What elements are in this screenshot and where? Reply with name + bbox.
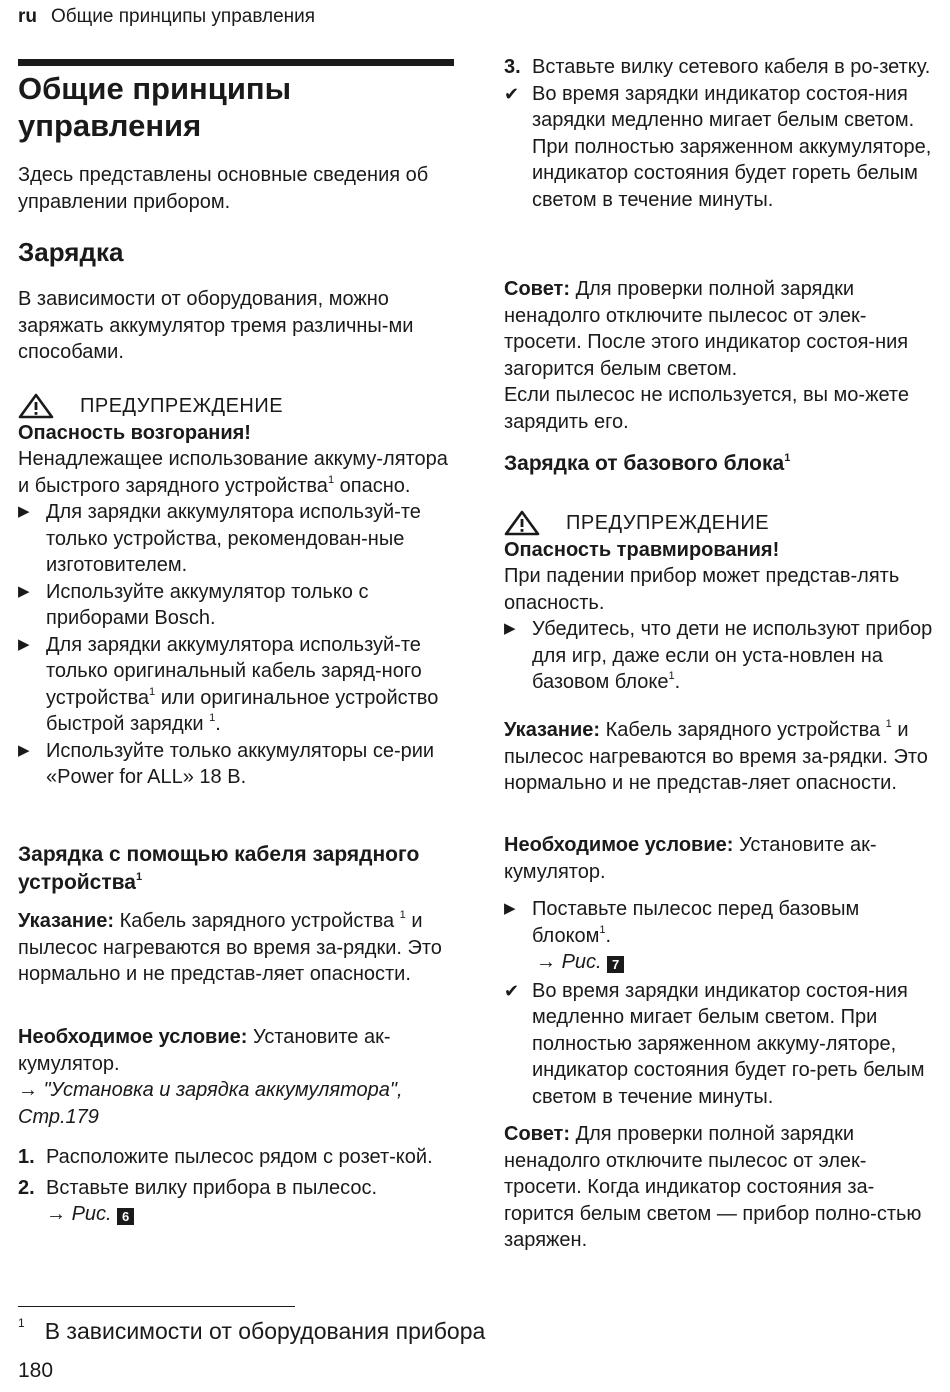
footnote-ref: 1 xyxy=(599,923,606,936)
triangle-bullet-icon: ▶ xyxy=(504,620,516,637)
running-header xyxy=(18,6,315,28)
check-icon: ✔ xyxy=(504,83,520,104)
footnote-rule xyxy=(18,1306,295,1307)
list-item xyxy=(504,896,936,976)
triangle-bullet-icon: ▶ xyxy=(18,582,30,600)
step-text: Вставьте вилку сетевого кабеля в ро-зетку. xyxy=(532,56,931,78)
step-text: Поставьте пылесос перед базовым блоком xyxy=(532,898,860,947)
footnote-text: В зависимости от оборудования прибора xyxy=(44,1318,486,1344)
footnote-ref: 1 xyxy=(668,670,675,682)
note-text: и пылесос нагреваются во время за-рядки. Это нормально и не представ-ляет опасности. xyxy=(504,719,928,794)
list-item-text: Для зарядки аккумулятора используй-те только устройства, рекомендован-ные изготовителем. xyxy=(46,501,421,576)
list-item xyxy=(504,978,936,1111)
figure-number-badge: 6 xyxy=(117,1208,134,1225)
steps-block xyxy=(504,896,936,1110)
list-item-text: Для зарядки аккумулятора используй-те только оригинальный кабель заряд-ного устройства xyxy=(46,633,422,709)
tip-extra: Если пылесос не используется, вы мо-жете зарядить его. xyxy=(504,384,909,433)
footnote-ref: 1 xyxy=(327,473,335,486)
footnote xyxy=(18,1318,485,1345)
warning-title-row xyxy=(18,393,458,420)
note-text: Кабель зарядного устройства xyxy=(114,910,400,932)
section-heading-cable xyxy=(18,841,458,897)
step-3 xyxy=(504,54,936,213)
precondition xyxy=(18,1024,458,1077)
section-heading-base xyxy=(504,450,936,478)
warning-subtitle: Опасность возгорания! xyxy=(18,421,251,444)
list-item xyxy=(504,616,936,696)
header-title: Общие принципы управления xyxy=(51,6,316,27)
list-item xyxy=(504,54,936,81)
result-text: Во время зарядки индикатор состоя-ния медленно мигает белым светом. При полностью заряженном аккуму-ляторе, индикатор состояния будет го-реть белым светом в течение минуты. xyxy=(532,979,925,1108)
charging-text: В зависимости от оборудования, можно заряжать аккумулятор тремя различны-ми способами. xyxy=(18,288,414,363)
list-item xyxy=(18,499,458,579)
tip-text: Для проверки полной зарядки ненадолго отключите пылесос от элек-тросети. Когда индикатор состояния за-горится белым светом — прибор полно-стью заряжен. xyxy=(504,1123,922,1251)
warning-title: ПРЕДУПРЕЖДЕНИЕ xyxy=(80,395,284,417)
step-number: 1. xyxy=(18,1146,35,1168)
list-item xyxy=(18,1144,458,1171)
page-number: 180 xyxy=(18,1359,54,1382)
arrow-icon: → xyxy=(536,951,562,973)
figure-reference xyxy=(532,949,936,976)
tip-block xyxy=(504,1121,936,1254)
step-number: 2. xyxy=(18,1176,35,1199)
list-item-text: Используйте аккумулятор только с приборами Bosch. xyxy=(46,580,369,629)
list-item xyxy=(504,81,936,214)
figure-ref-text: Рис. xyxy=(71,1203,112,1225)
step-number: 3. xyxy=(504,56,521,78)
step-text: Вставьте вилку прибора в пылесос. xyxy=(46,1176,378,1199)
precondition-text: Установите ак-кумулятор. xyxy=(504,834,877,883)
precondition-text: Установите ак-кумулятор. xyxy=(18,1026,391,1075)
note-label: Указание: xyxy=(504,719,601,741)
footnote-ref: 1 xyxy=(885,718,892,730)
result-text: Во время зарядки индикатор состоя-ния зарядки медленно мигает белым светом. При полностью заряженном аккумуляторе, индикатор состояния будет гореть белым светом в течение минуты. xyxy=(532,82,932,211)
tip-block xyxy=(504,276,936,435)
arrow-icon: → xyxy=(46,1203,72,1225)
page-title: Общие принципы управления xyxy=(18,71,292,143)
footnote-ref: 1 xyxy=(135,871,143,883)
precondition xyxy=(504,832,936,885)
warning-block-fire xyxy=(18,393,458,791)
tip-label: Совет: xyxy=(504,1123,571,1145)
check-icon: ✔ xyxy=(504,980,520,1001)
figure-reference xyxy=(46,1201,458,1228)
tip xyxy=(504,276,936,382)
triangle-bullet-icon: ▶ xyxy=(18,741,30,759)
triangle-bullet-icon: ▶ xyxy=(18,635,30,653)
note-text: и пылесос нагреваются во время за-рядки. Это нормально и не представ-ляет опасности. xyxy=(18,910,442,985)
steps-list xyxy=(504,54,936,213)
warning-triangle-icon xyxy=(18,393,54,419)
link-text[interactable]: "Установка и зарядка аккумулятора", Стр.179 xyxy=(18,1079,403,1128)
list-item xyxy=(18,738,458,791)
footnote-ref: 1 xyxy=(784,452,791,464)
list-item-text: Используйте только аккумуляторы се-рии «Power for ALL» 18 В. xyxy=(46,739,435,788)
note-block xyxy=(18,908,458,988)
title-rule xyxy=(18,59,454,66)
list-item xyxy=(18,579,458,632)
warning-triangle-icon xyxy=(504,510,540,536)
list-item-text: Убедитесь, что дети не используют прибор для игр, даже если он уста-новлен на базовом блоке xyxy=(532,618,933,693)
figure-ref-text: Рис. xyxy=(561,951,602,973)
warning-text xyxy=(18,446,458,499)
list-item xyxy=(18,1175,458,1228)
warning-text: При падении прибор может представ-лять опасность. xyxy=(504,565,900,614)
warning-block-injury xyxy=(504,510,936,696)
precondition-label: Необходимое условие: xyxy=(18,1026,248,1048)
note-block xyxy=(504,717,936,797)
note-label: Указание: xyxy=(18,910,115,932)
warning-list xyxy=(504,616,936,696)
steps-list xyxy=(504,896,936,1110)
list-item-text: . xyxy=(674,671,681,693)
steps-block xyxy=(18,1144,458,1228)
steps-list xyxy=(18,1144,458,1228)
list-item-text: . xyxy=(215,713,221,735)
warning-subtitle: Опасность травмирования! xyxy=(504,538,780,561)
step-text: Расположите пылесос рядом с розет-кой. xyxy=(46,1146,433,1168)
warning-list xyxy=(18,499,458,791)
tip-text: Для проверки полной зарядки ненадолго отключите пылесос от элек-тросети. После этого индикатор состоя-ния загорится белым светом. xyxy=(504,278,909,380)
footnote-ref: 1 xyxy=(209,712,216,724)
footnote-ref: 1 xyxy=(399,909,406,921)
tip-label: Совет: xyxy=(504,278,571,300)
triangle-bullet-icon: ▶ xyxy=(504,900,516,917)
footnote-ref: 1 xyxy=(149,685,156,698)
heading-text: Зарядка от базового блока xyxy=(504,452,785,475)
arrow-icon: → xyxy=(18,1079,38,1101)
warning-text-end: опасно. xyxy=(334,474,411,497)
warning-title-row xyxy=(504,510,936,537)
heading-text: Зарядка с помощью кабеля зарядного устройства xyxy=(18,843,420,894)
step-text: . xyxy=(605,924,612,947)
triangle-bullet-icon: ▶ xyxy=(18,503,30,520)
section-heading-charging: Зарядка xyxy=(18,237,124,267)
cross-reference-link[interactable] xyxy=(18,1077,458,1130)
warning-text-main: Ненадлежащее использование аккуму-лятора и быстрого зарядного устройства xyxy=(18,448,448,497)
note-text: Кабель зарядного устройства xyxy=(600,719,886,741)
footnote-marker: 1 xyxy=(18,1316,25,1330)
list-item xyxy=(18,632,458,738)
precondition-label: Необходимое условие: xyxy=(504,834,734,856)
precondition-block xyxy=(18,1024,458,1130)
list-item-text: или оригинальное устройство быстрой зарядки xyxy=(46,686,439,735)
language-code: ru xyxy=(18,6,37,27)
figure-number-badge: 7 xyxy=(607,956,624,973)
warning-title: ПРЕДУПРЕЖДЕНИЕ xyxy=(566,512,770,534)
intro-text: Здесь представлены основные сведения об управлении прибором. xyxy=(18,164,429,213)
